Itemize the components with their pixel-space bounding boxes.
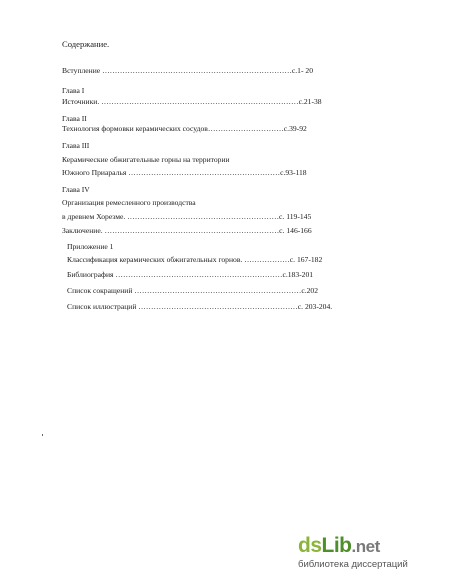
toc-entry-kilns-line1: Керамические обжигательные горны на территории [62, 155, 230, 164]
toc-entry-illustrations: Список иллюстраций ………………………………………………………с. 203-204. [67, 302, 333, 311]
toc-entry-sources: Источники. ……………………………………………………………………с.21-38 [62, 97, 322, 106]
toc-entry-abbreviations: Список сокращений …………………………………………………………с.202 [67, 286, 319, 295]
watermark-logo [298, 534, 380, 558]
toc-chapter-1: Глава I [62, 86, 85, 95]
toc-chapter-4: Глава IV [62, 185, 90, 194]
watermark-logo-lib: Lib [321, 534, 352, 557]
toc-chapter-3: Глава III [62, 141, 90, 150]
watermark-logo-ds: ds [298, 534, 322, 557]
watermark [298, 534, 438, 574]
toc-entry-organization-line2: в древнем Хорезме. ……………………………………………………с. 119-145 [62, 212, 312, 221]
page-title: Содержание. [62, 39, 110, 49]
toc-entry-organization-line1: Организация ремесленного производства [62, 198, 196, 207]
toc-entry-bibliography: Библиография …………………………………………………………с.183-201 [67, 270, 314, 279]
toc-entry-introduction: Вступление …………………………………………………………………с.1- 20 [62, 66, 314, 75]
toc-entry-classification: Классификация керамических обжигательных горнов. ………………с. 167-182 [67, 255, 323, 264]
toc-entry-technology: Технология формовки керамических сосудов…………………………с.39-92 [62, 124, 307, 133]
toc-entry-kilns-line2: Южного Приаралья ……………………………………………………с.93-118 [62, 168, 307, 177]
scan-speck [42, 434, 43, 436]
toc-appendix-1: Приложение 1 [67, 242, 114, 251]
toc-entry-conclusion: Заключение. ……………………………………………………………с. 146-166 [62, 226, 312, 235]
watermark-subtitle: библиотека диссертаций [298, 559, 408, 570]
toc-chapter-2: Глава II [62, 114, 87, 123]
watermark-logo-net: .net [351, 537, 380, 556]
